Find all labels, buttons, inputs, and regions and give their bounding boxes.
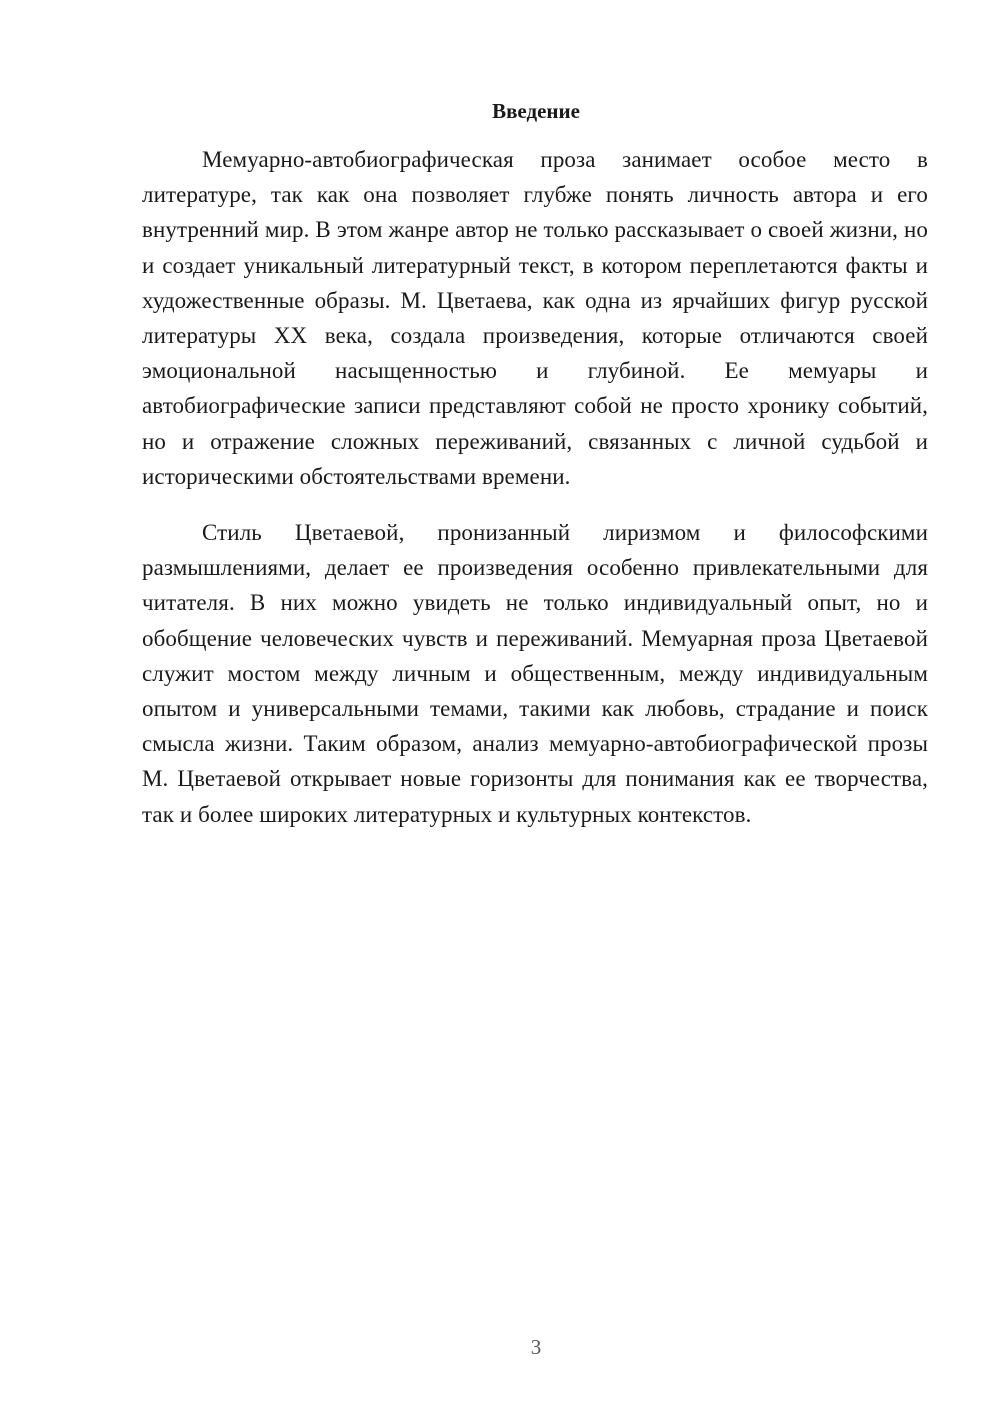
body-text [142, 142, 928, 832]
section-heading: Введение [492, 99, 580, 123]
paragraph-1: Мемуарно-автобиографическая проза занимает особое место в литературе, так как она позволяет глубже понять личность автора и его внутренний мир. В этом жанре автор не только рассказывает о своей жизни, но и создает уникальный литературный текст, в котором переплетаются факты и художественные образы. М. Цветаева, как одна из ярчайших фигур русской литературы XX века, создала произведения, которые отличаются своей эмоциональной насыщенностью и глубиной. Ее мемуары и автобиографические записи представляют собой не просто хронику событий, но и отражение сложных переживаний, связанных с личной судьбой и историческими обстоятельствами времени. [142, 147, 928, 489]
paragraph-2: Стиль Цветаевой, пронизанный лиризмом и философскими размышлениями, делает ее произведения особенно привлекательными для читателя. В них можно увидеть не только индивидуальный опыт, но и обобщение человеческих чувств и переживаний. Мемуарная проза Цветаевой служит мостом между личным и общественным, между индивидуальным опытом и универсальными темами, такими как любовь, страдание и поиск смысла жизни. Таким образом, анализ мемуарно-автобиографической прозы М. Цветаевой открывает новые горизонты для понимания как ее творчества, так и более широких литературных и культурных контекстов. [142, 520, 928, 827]
page-number: 3 [530, 1335, 542, 1359]
